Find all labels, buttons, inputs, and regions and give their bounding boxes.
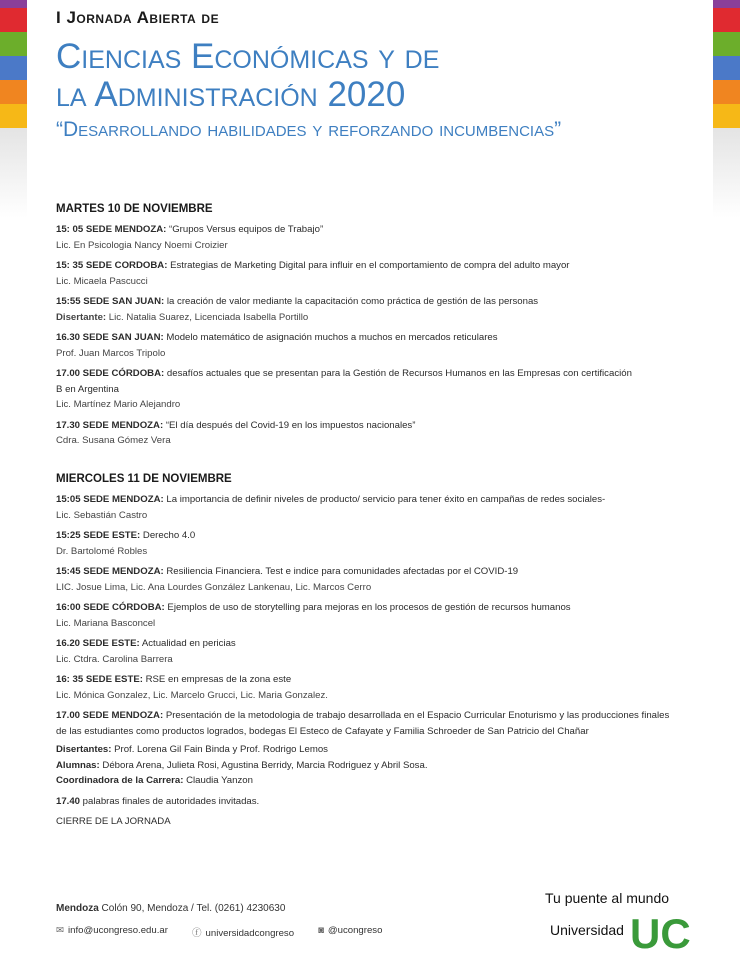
right-color-stripes	[713, 0, 740, 218]
program-entry: 17.00 SEDE CÓRDOBA: desafíos actuales que se presentan para la Gestión de Recursos Humanos en las Empresas con certificación B en Argentina Lic. Martínez Mario Alejandro	[56, 368, 632, 410]
day2-title: MIERCOLES 11 DE NOVIEMBRE	[56, 473, 232, 485]
program-entry: 16.20 SEDE ESTE: Actualidad en pericias Lic. Ctdra. Carolina Barrera	[56, 638, 236, 665]
contact-links	[56, 925, 382, 939]
closing-entry: 17.40 palabras finales de autoridades invitadas.	[56, 795, 260, 807]
facebook-link[interactable]: ⓕ universidadcongreso	[192, 925, 294, 939]
mail-icon: ✉	[56, 925, 65, 936]
facebook-icon: ⓕ	[191, 928, 202, 939]
instagram-link[interactable]: ◙ @ucongreso	[318, 925, 383, 936]
program-entry: 15: 35 SEDE CORDOBA: Estrategias de Marketing Digital para influir en el comportamiento de compra del adulto mayor Lic. Micaela Pascucci	[56, 260, 570, 287]
title-line-2: la Administración 2020	[56, 75, 406, 114]
tagline: Tu puente al mundo	[545, 890, 670, 906]
instagram-icon: ◙	[318, 925, 324, 936]
closing-title: CIERRE DE LA JORNADA	[56, 816, 171, 827]
edition-heading: I Jornada Abierta de	[56, 8, 220, 27]
program-entry: 15:05 SEDE MENDOZA: La importancia de definir niveles de producto/ servicio para tener éxito en campañas de redes sociales- Lic. Sebastián Castro	[56, 494, 606, 521]
program-entry: 17.30 SEDE MENDOZA: “El día después del Covid-19 en los impuestos nacionales” Cdra. Susana Gómez Vera	[56, 419, 416, 446]
program-entry: 15:55 SEDE SAN JUAN: la creación de valor mediante la capacitación como práctica de gestión de las personas Disertante: Lic. Natalia Suarez, Licenciada Isabella Portillo	[56, 296, 539, 323]
program-entry: 15: 05 SEDE MENDOZA: “Grupos Versus equipos de Trabajo” Lic. En Psicologia Nancy Noemi Croizier	[56, 224, 324, 251]
program-entry: 15:25 SEDE ESTE: Derecho 4.0 Dr. Bartolomé Robles	[56, 530, 196, 557]
subtitle: “Desarrollando habilidades y reforzando incumbencias”	[56, 118, 562, 141]
left-color-stripes	[0, 0, 27, 218]
university-label: Universidad	[550, 922, 624, 938]
email-link[interactable]: ✉ info@ucongreso.edu.ar	[56, 925, 168, 936]
program-entry: 15:45 SEDE MENDOZA: Resiliencia Financiera. Test e indice para comunidades afectadas por el COVID-19 LIC. Josue Lima, Lic. Ana Lourdes González Lankenau, Lic. Marcos Cerro	[56, 566, 519, 593]
program-entry-final: 17.00 SEDE MENDOZA: Presentación de la metodologia de trabajo desarrollada en el Espacio Curricular Enoturismo y las producciones finales de las estudiantes como productos logrados, bodegas El Esteco de Cafayate y Familia Schroeder de San Patricio del Chañar Disertantes: Prof. Lorena Gil Fain Binda y Prof. Rodrigo Lemos Alumnas: Débora Arena, Julieta Rosi, Agustina Berridy, Marcia Rodriguez y Abril Sosa. Coordinadora de la Carrera: Claudia Yanzon	[56, 710, 670, 786]
day1-title: MARTES 10 DE NOVIEMBRE	[56, 203, 213, 215]
program-entry: 16:00 SEDE CÓRDOBA: Ejemplos de uso de storytelling para mejoras en los procesos de gestión de recursos humanos Lic. Mariana Basconcel	[56, 602, 571, 629]
day2-program	[56, 492, 696, 835]
program-entry: 16.30 SEDE SAN JUAN: Modelo matemático de asignación muchos a muchos en mercados reticulares Prof. Juan Marcos Tripolo	[56, 332, 498, 359]
title-line-1: Ciencias Económicas y de	[56, 37, 440, 76]
uc-logo: UC	[630, 910, 691, 957]
header	[56, 8, 676, 142]
address-line: Mendoza Colón 90, Mendoza / Tel. (0261) 4230630	[56, 903, 286, 914]
program-entry: 16: 35 SEDE ESTE: RSE en empresas de la zona este Lic. Mónica Gonzalez, Lic. Marcelo Grucci, Lic. Maria Gonzalez.	[56, 674, 328, 701]
day1-program	[56, 222, 696, 454]
